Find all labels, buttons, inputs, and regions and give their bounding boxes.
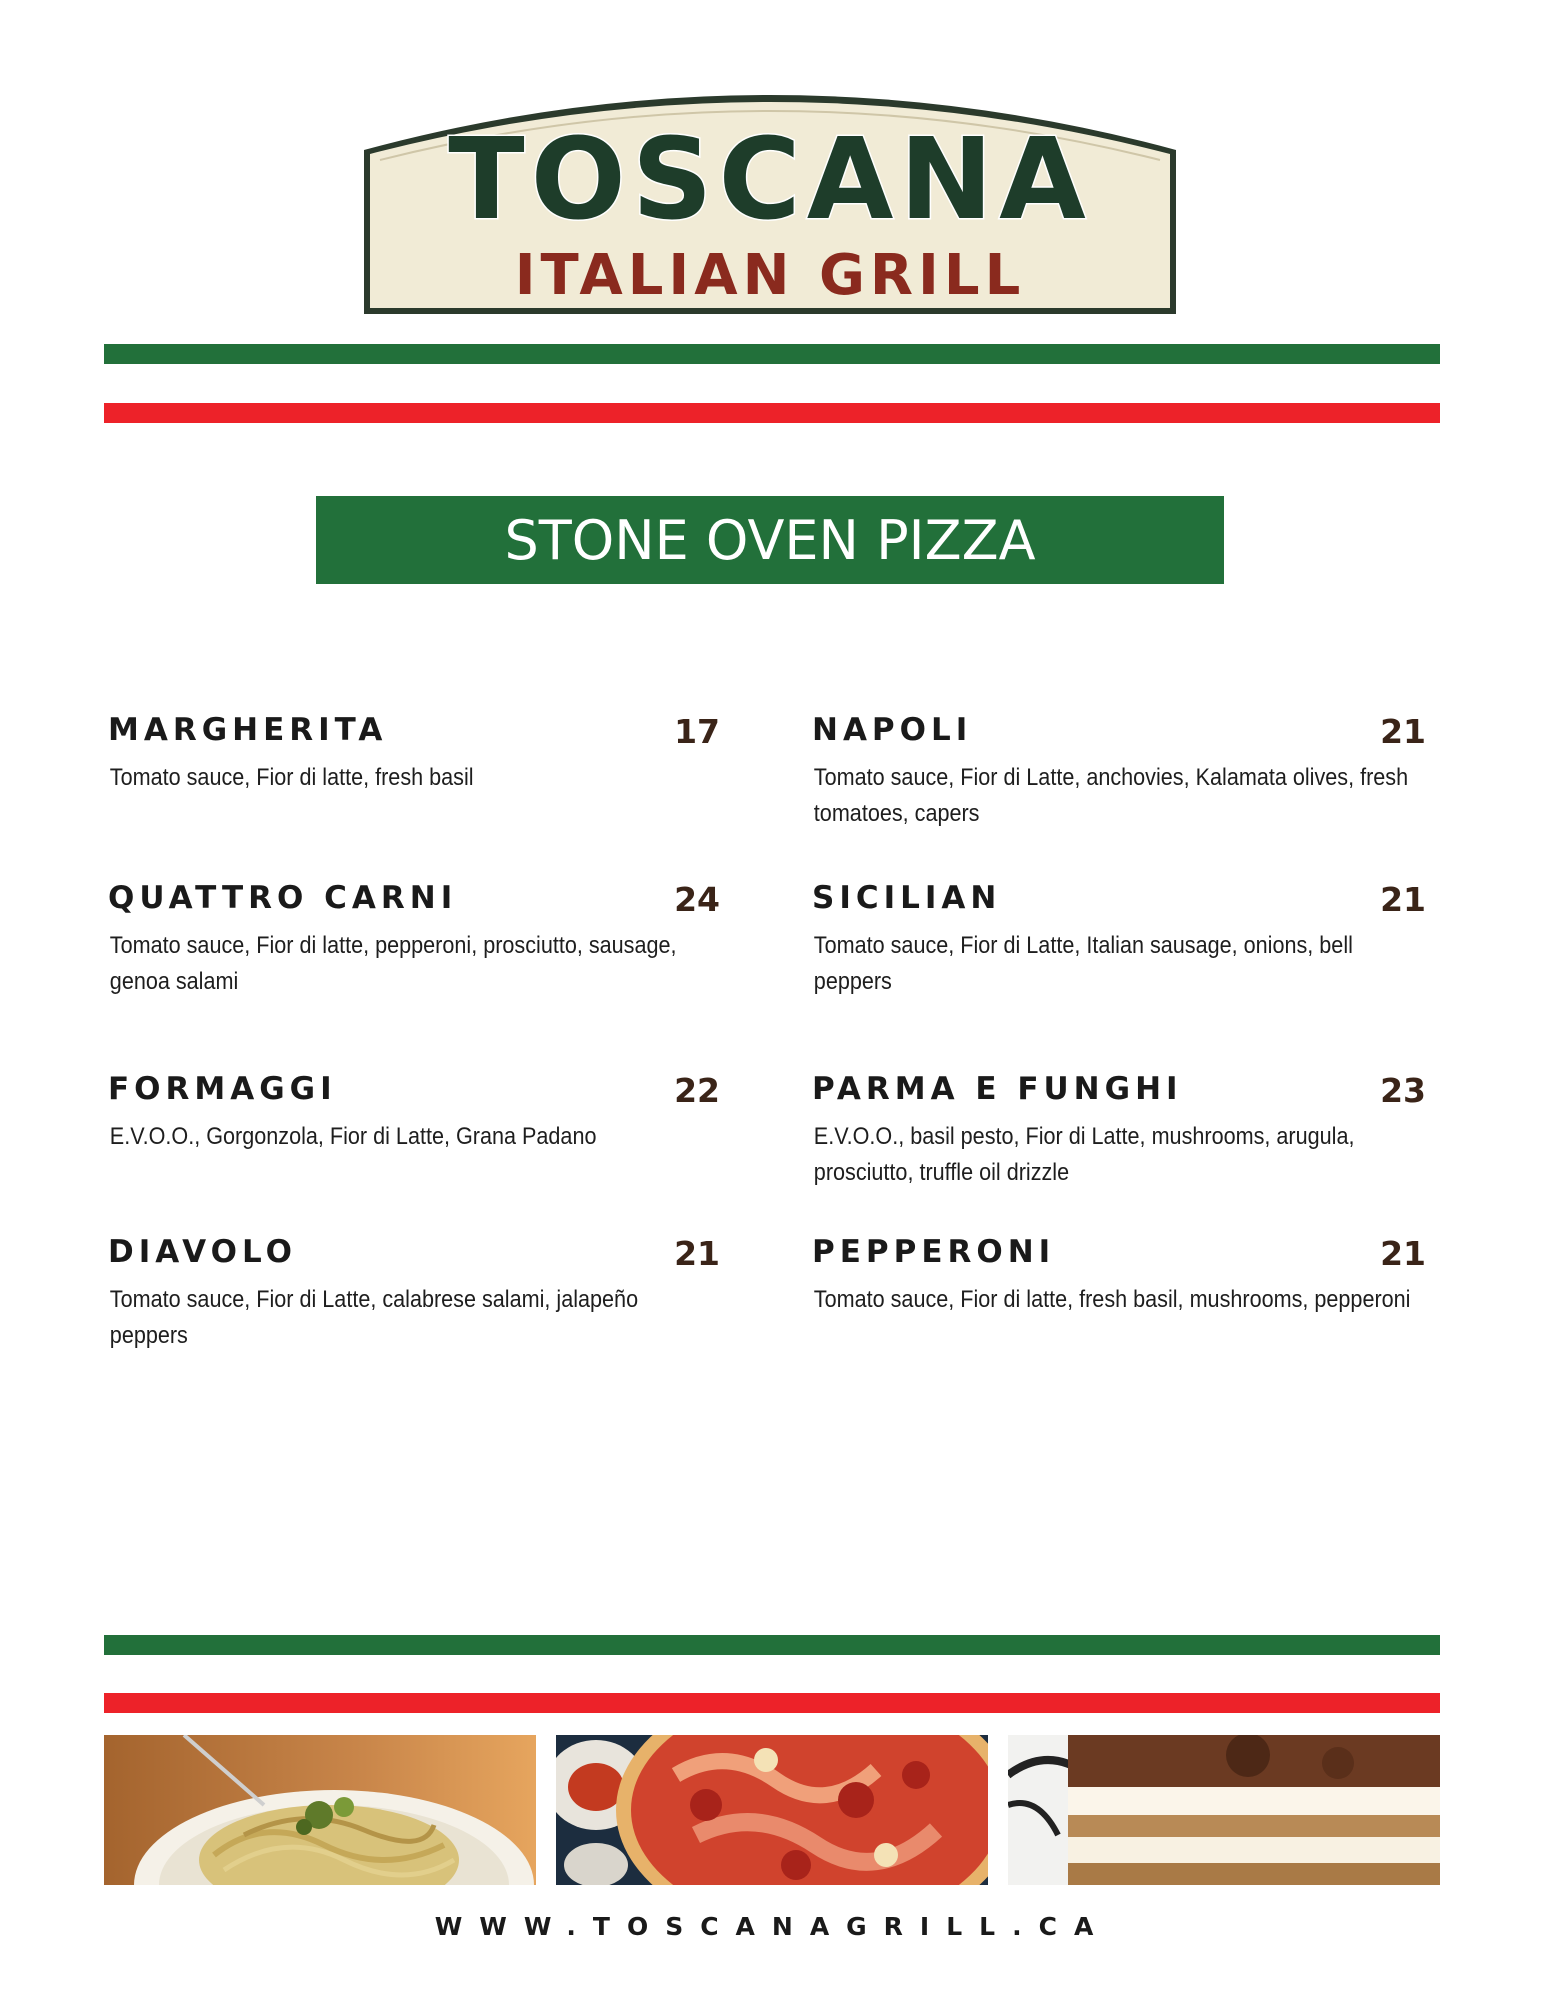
item-price: 21 (1380, 1234, 1426, 1273)
item-description: E.V.O.O., basil pesto, Fior di Latte, mushrooms, arugula, prosciutto, truffle oil drizzle (813, 1123, 1355, 1186)
tiramisu-photo (1008, 1735, 1440, 1885)
menu-item (812, 712, 1426, 832)
item-name: FORMAGGI (108, 1071, 337, 1107)
item-price: 21 (1380, 712, 1426, 751)
bottom-green-stripe (104, 1635, 1440, 1655)
menu-item (108, 1234, 720, 1354)
item-description: E.V.O.O., Gorgonzola, Fior di Latte, Grana Padano (109, 1123, 597, 1150)
item-name: NAPOLI (812, 712, 973, 748)
item-price: 24 (674, 880, 720, 919)
item-description: Tomato sauce, Fior di Latte, anchovies, Kalamata olives, fresh tomatoes, capers (813, 764, 1409, 827)
menu-item (108, 1071, 720, 1155)
item-name: MARGHERITA (108, 712, 388, 748)
item-price: 23 (1380, 1071, 1426, 1110)
menu-item (812, 880, 1426, 1000)
menu-item (108, 712, 720, 796)
item-price: 21 (674, 1234, 720, 1273)
item-name: PEPPERONI (812, 1234, 1056, 1270)
website-link[interactable]: WWW.TOSCANAGRILL.CA (434, 1912, 1111, 1941)
item-description: Tomato sauce, Fior di Latte, Italian sausage, onions, bell peppers (813, 932, 1353, 995)
item-name: QUATTRO CARNI (108, 880, 458, 916)
item-description: Tomato sauce, Fior di latte, pepperoni, prosciutto, sausage, genoa salami (109, 932, 677, 995)
menu-item (108, 880, 720, 1000)
top-green-stripe (104, 344, 1440, 364)
menu-item (812, 1071, 1426, 1191)
item-name: SICILIAN (812, 880, 1002, 916)
pizza-photo (556, 1735, 988, 1885)
item-price: 22 (674, 1071, 720, 1110)
item-description: Tomato sauce, Fior di latte, fresh basil (109, 764, 474, 791)
item-name: PARMA E FUNGHI (812, 1071, 1183, 1107)
logo-title: TOSCANA (448, 115, 1092, 245)
pasta-photo (104, 1735, 536, 1885)
item-price: 17 (674, 712, 720, 751)
item-description: Tomato sauce, Fior di Latte, calabrese salami, jalapeño peppers (109, 1286, 639, 1349)
top-red-stripe (104, 403, 1440, 423)
section-title: STONE OVEN PIZZA (316, 496, 1224, 584)
toscana-logo (360, 70, 1180, 320)
menu-item (812, 1234, 1426, 1318)
item-description: Tomato sauce, Fior di latte, fresh basil, mushrooms, pepperoni (813, 1286, 1411, 1313)
item-price: 21 (1380, 880, 1426, 919)
item-name: DIAVOLO (108, 1234, 297, 1270)
logo-subtitle: ITALIAN GRILL (514, 243, 1026, 308)
bottom-red-stripe (104, 1693, 1440, 1713)
